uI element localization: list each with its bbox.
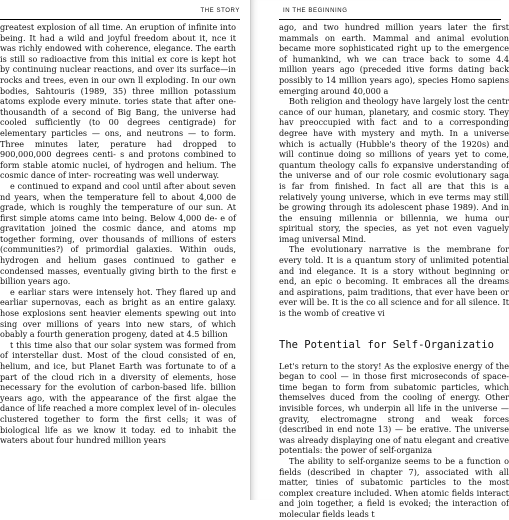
right-paragraph-5: The ability to self-organize seems to be a function o fields (described in chapter 7), associated with all matter, tinies of subatomic particles to the most complex creature included. When atomic fields interact and join together, a field is evoked; the interaction of molecular fields leads t: [279, 455, 509, 519]
left-running-header: THE STORY: [200, 8, 240, 14]
right-paragraph-1: ago, and two hundred million years later the first mammals on earth. Mammal and animal evolution became more sophisticated right up to the emergence of humankind, wh we can trace back to some 4.4 million years ago (preceded itive forms dating back possibly to 14 million years ago), species Homo sapiens emerging around 40,000 a: [279, 22, 509, 96]
right-page: [250, 0, 509, 519]
right-running-header: IN THE BEGINNING: [283, 8, 348, 14]
left-paragraph-4: t this time also that our solar system was formed from of interstellar dust. Most of the cloud consisted of en, helium, and ice, but Planet Earth was fortunate to of a part of the cloud rich in a diversity of elements, hose necessary for the evolution of carbon-based life. billion years ago, with the appearance of the first algae the dance of life reached a more complex level of in- olecules clustered together to form the first cells; it was of biological life as we know it today. ed to inhabit the waters about four hundred million years: [0, 339, 236, 446]
right-paragraph-2: Both religion and theology have largely lost the centr cance of our human, planetary, and cosmic story. They hav preoccupied with fact and to a corresponding degree have with mystery and myth. In a universe which is actually (Hubble's theory of the 1920s) and will continue doing so millions of years yet to come, quantum theology calls fo expansive understanding of the universe and of our role cosmic evolutionary saga is far from finished. In fact all are that this is a relatively young universe, which in eve terms may still be growing through its adolescent phase 1989). And in the ensuing millennia or billennia, we huma our spiritual story, the species, as yet not even vaguely imag universal Mind.: [279, 96, 509, 244]
section-heading: The Potential for Self-Organizatio: [279, 338, 494, 351]
right-header-rule: [279, 19, 501, 20]
right-paragraph-3: The evolutionary narrative is the membrane for every told. It is a quantum story of unlimited potential and ind elegance. It is a story without beginning or end, an epic o becoming. It embraces all the dreams and aspirations, paim traditions, that ever have been or ever will be. It is the co all science and for all silence. It is the womb of creative vi: [279, 244, 509, 319]
left-paragraph-1: greatest explosion of all time. An eruption of infinite into being. It had a wild and joyful freedom about it, nce it was richly endowed with coherence, elegance. The earth is still so radioactive from this initial ex core is kept hot by continuing nuclear reactions, and over its surface—in rocks and trees, even in our own ll exploding. In our own bodies, Sahtouris (1989, 35) three million potassium atoms explode every minute. tories state that after one-thousandth of a second of Big Bang, the universe had cooled sufficiently (to 00 degrees centigrade) for elementary particles — ons, and neutrons — to form. Three minutes later, perature had dropped to 900,000,000 degrees centi- s and protons combined to form stable atomic nuclei, of hydrogen and helium. The cosmic dance of inter- rocreating was well underway.: [0, 22, 236, 181]
left-paragraph-3: e earliar stars were intensely hot. They flared up and earliar supernovas, each as bright as an entire galaxy. hose explosions sent heavier elements spewing out into sing over millions of years into new stars, of which obably a fourth generation progeny, dated at 4.5 billion: [0, 286, 236, 340]
left-paragraph-2: e continued to expand and cool until after about seven nd years, when the temperature fell to about 4,000 de grade, which is roughly the temperature of our sun. At first simple atoms came into being. Below 4,000 de- e of gravitation joined the cosmic dance, and atoms mp together forming, over thousands of millions of esters (communities?) of primordial galaxies. Within ouds, hydrogen and helium gases continued to gather e condensed masses, eventually giving birth to the first e billion years ago.: [0, 180, 236, 287]
right-paragraph-4: Let's return to the story! As the explosive energy of the began to cool — in those first microseconds of space-time began to form from subatomic particles, which themselves duced from the cooling of energy. Other invisible forces, wh underpin all life in the universe — gravity, electromagne strong and weak forces (described in end note 13) — be erative. The universe was already displaying one of natu elegant and creative potentials: the power of self-organiza: [279, 360, 509, 456]
left-page-body: [0, 22, 236, 446]
left-page: [0, 0, 250, 500]
left-header-rule: [0, 19, 240, 20]
right-page-body: [279, 22, 509, 520]
